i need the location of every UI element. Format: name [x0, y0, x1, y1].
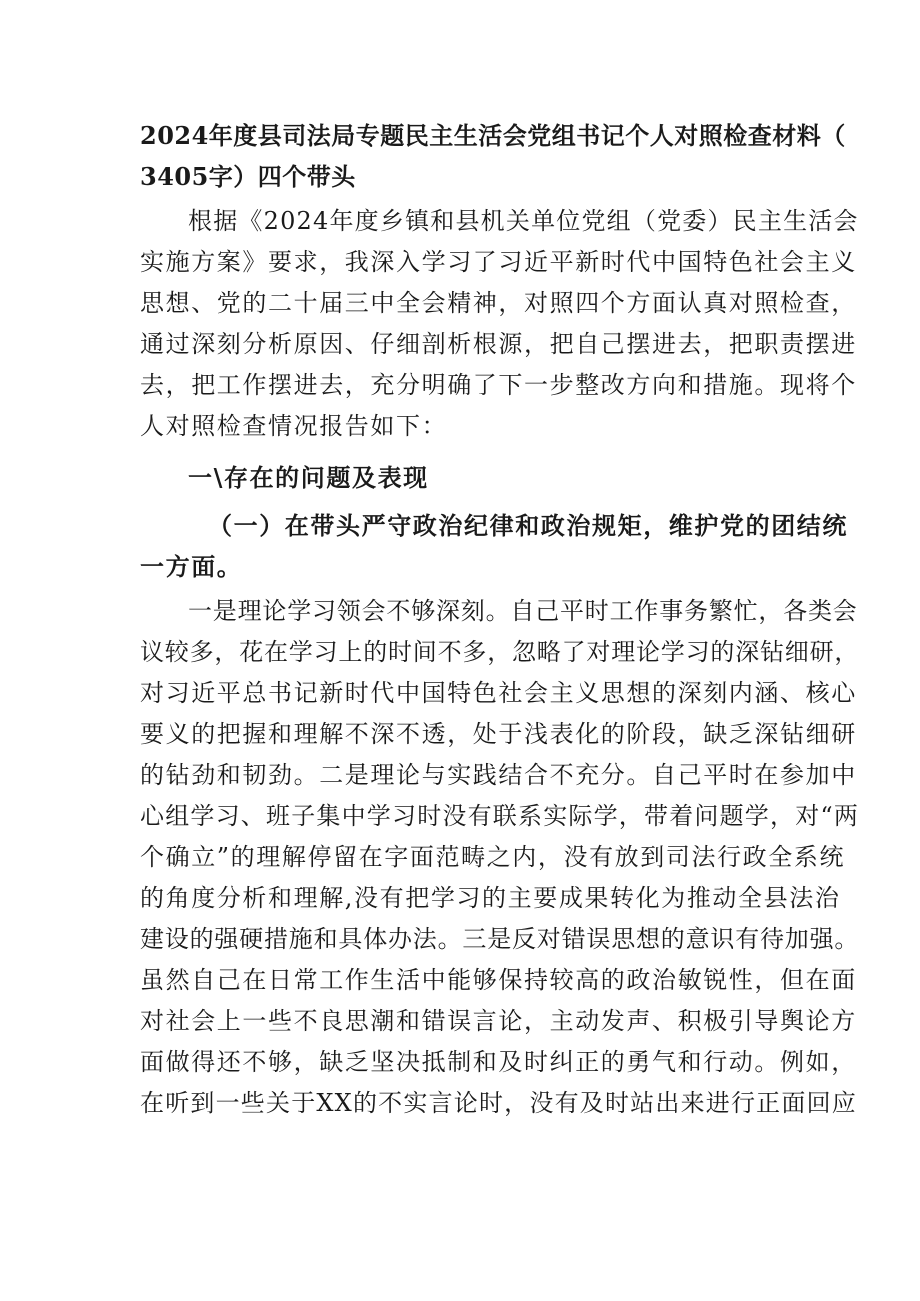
body-line-2: 议较多，花在学习上的时间不多，忽略了对理论学习的深钻细研， [140, 638, 860, 666]
section-heading: 一\存在的问题及表现 [188, 463, 429, 492]
intro-line-4: 通过深刻分析原因、仔细剖析根源，把自己摆进去，把职责摆进 [140, 330, 857, 358]
body-line-11: 对社会上一些不良思潮和错误言论，主动发声、积极引导舆论方 [140, 1007, 857, 1035]
body-line-12: 面做得还不够，缺乏坚决抵制和及时纠正的勇气和行动。例如， [140, 1048, 857, 1076]
body-line-10: 虽然自己在日常工作生活中能够保持较高的政治敏锐性，但在面 [140, 966, 857, 994]
body-line-3: 对习近平总书记新时代中国特色社会主义思想的深刻内涵、核心 [140, 679, 857, 707]
document-title-line-2: 3405字）四个带头 [140, 162, 356, 191]
intro-line-6: 人对照检查情况报告如下： [140, 412, 448, 440]
body-line-4: 要义的把握和理解不深不透，处于浅表化的阶段，缺乏深钻细研 [140, 720, 857, 748]
intro-line-5: 去，把工作摆进去，充分明确了下一步整改方向和措施。现将个 [140, 371, 857, 399]
intro-line-3: 思想、党的二十届三中全会精神，对照四个方面认真对照检查， [140, 289, 857, 317]
subheading-line-2: 一方面。 [140, 552, 243, 581]
body-line-1: 一是理论学习领会不够深刻。自己平时工作事务繁忙，各类会 [188, 597, 858, 625]
subheading-line-1: （一）在带头严守政治纪律和政治规矩，维护党的团结统 [208, 511, 848, 540]
body-line-8: 的角度分析和理解,没有把学习的主要成果转化为推动全县法治 [140, 884, 841, 912]
document-title-line-1: 2024年度县司法局专题民主生活会党组书记个人对照检查材料（ [140, 121, 846, 150]
body-line-5: 的钻劲和韧劲。二是理论与实践结合不充分。自己平时在参加中 [140, 761, 857, 789]
intro-line-2: 实施方案》要求，我深入学习了习近平新时代中国特色社会主义 [140, 248, 857, 276]
intro-line-1: 根据《2024年度乡镇和县机关单位党组（党委）民主生活会 [188, 207, 859, 235]
body-line-9: 建设的强硬措施和具体办法。三是反对错误思想的意识有待加强。 [140, 925, 860, 953]
body-line-13: 在听到一些关于XX的不实言论时，没有及时站出来进行正面回应 [140, 1089, 857, 1117]
body-line-6: 心组学习、班子集中学习时没有联系实际学，带着问题学，对“两 [140, 802, 860, 830]
body-line-7: 个确立”的理解停留在字面范畴之内，没有放到司法行政全系统 [140, 843, 846, 871]
